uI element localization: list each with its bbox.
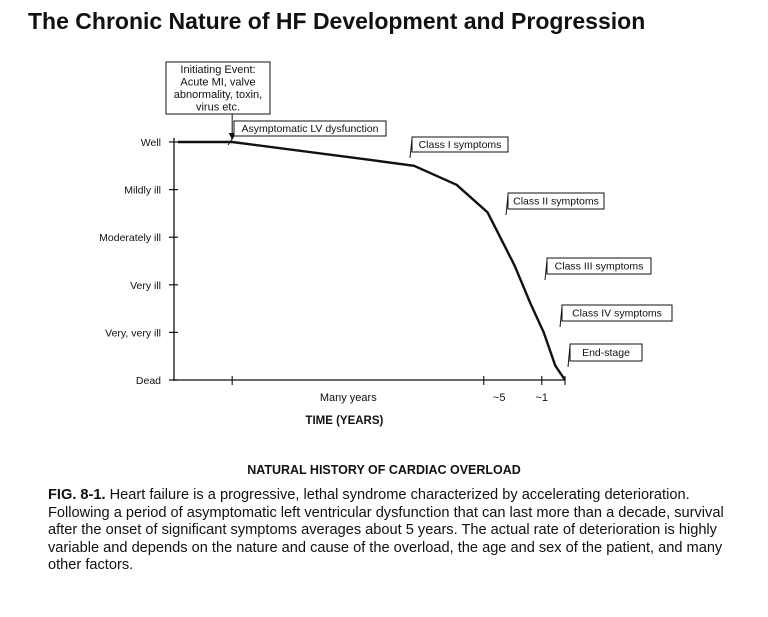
annotation-label: Class II symptoms (513, 195, 599, 208)
x-tick-label: Many years (319, 392, 377, 404)
caption-text: Heart failure is a progressive, lethal syndrome characterized by accelerating deterioration. Following a period of asymptomatic left ventricular dysfunction that can last more than a decade, survival after the onset of significant symptoms averages about 5 years. The actual rate of deterioration is highly variable and depends on the nature and cause of the overload, the age and sex of the patient, and many other factors. (48, 487, 724, 574)
annotation-label: Class I symptoms (418, 138, 502, 151)
y-tick-label: Dead (135, 375, 161, 387)
annotation-label: abnormality, toxin, (173, 89, 263, 101)
annotation-label: Class IV symptoms (572, 307, 662, 320)
annotation-label: virus etc. (195, 101, 241, 114)
annotation-label: End-stage (582, 346, 630, 359)
y-tick-label: Very, very ill (105, 327, 161, 340)
annotation-label: Class III symptoms (554, 260, 644, 273)
y-tick-label: Moderately ill (99, 232, 161, 245)
figure-subtitle: NATURAL HISTORY OF CARDIAC OVERLOAD (247, 463, 521, 477)
figure-caption (48, 487, 728, 575)
x-tick-label: ~5 (492, 392, 506, 404)
caption-label: FIG. 8-1. (48, 487, 106, 503)
page-title: The Chronic Nature of HF Development and Progression (28, 8, 646, 34)
y-tick-label: Very ill (130, 279, 161, 292)
annotation-label: Initiating Event: (180, 63, 256, 76)
x-axis-label: TIME (YEARS) (305, 415, 384, 427)
x-tick-label: ~1 (535, 392, 549, 404)
disease-progression-line (178, 142, 565, 380)
annotation-label: Acute MI, valve (180, 76, 256, 89)
y-tick-label: Mildly ill (124, 184, 161, 197)
y-tick-label: Well (140, 137, 161, 149)
annotation-label: Asymptomatic LV dysfunction (241, 122, 379, 135)
